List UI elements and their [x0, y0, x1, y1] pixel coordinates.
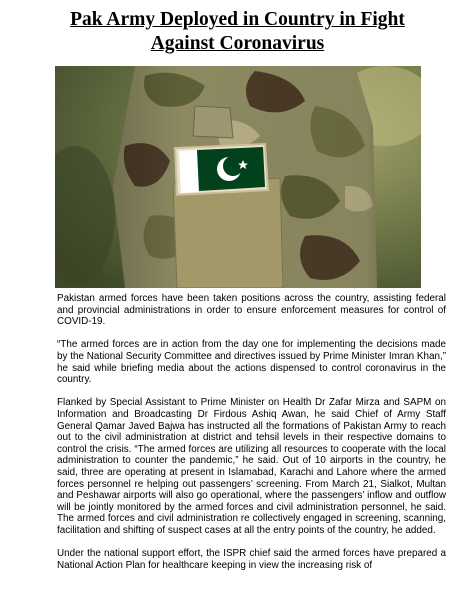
soldier-flag-patch-image — [55, 66, 421, 288]
article-photo — [55, 66, 421, 288]
paragraph-2: “The armed forces are in action from the day one for implementing the decisions made by the National Security Committee and directives issued by Prime Minister Imran Khan,” he said while briefing media about the actions dispensed to control coronavirus in the country. — [57, 339, 446, 386]
pakistan-flag-patch-icon — [175, 144, 268, 195]
paragraph-1: Pakistan armed forces have been taken positions across the country, assisting federal and provincial administrations in order to ensure enforcement measures for control of COVID-19. — [57, 293, 446, 328]
article-body — [57, 293, 446, 583]
paragraph-4: Under the national support effort, the ISPR chief said the armed forces have prepared a National Action Plan for healthcare keeping in view the increasing risk of — [57, 548, 446, 571]
paragraph-3: Flanked by Special Assistant to Prime Minister on Health Dr Zafar Mirza and SAPM on Information and Broadcasting Dr Firdous Ashiq Awan, he said Chief of Army Staff General Qamar Javed Bajwa has instructed all the formations of Pakistan Army to reach out to the civil administration at district and tehsil levels in their respective domains to control the crisis. “The armed forces are utilizing all resources to cooperate with the local administration to counter the pandemic,” he said. Out of 10 airports in the country, he said, three are operating at present in Islamabad, Karachi and Lahore where the armed forces personnel re helping out passengers’ screening. From March 21, Sialkot, Multan and Peshawar airports will also go operational, where the passengers’ inflow and outflow will be jointly monitored by the armed forces and civil administration personnel, he said. The armed forces and civil administration re collectively engaged in screening, scanning, facilitation and shifting of suspect cases at all the entry points of the country, he added. — [57, 397, 446, 536]
article-title: Pak Army Deployed in Country in Fight Against Coronavirus — [70, 9, 405, 54]
